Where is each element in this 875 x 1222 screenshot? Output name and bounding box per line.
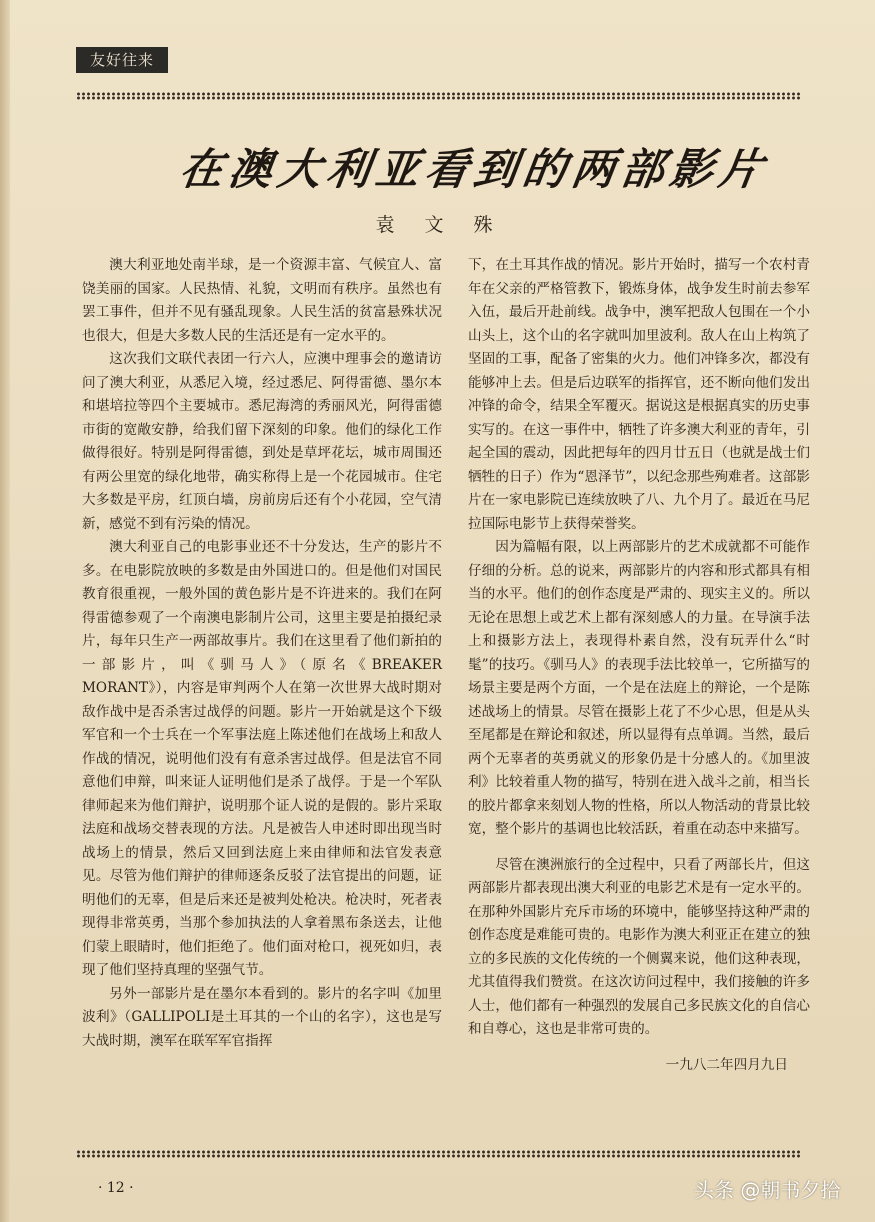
article-title: 在澳大利亚看到的两部影片 (176, 145, 772, 195)
article-date: 一九八二年四月九日 (665, 1056, 788, 1073)
page-edge (0, 0, 10, 1222)
paragraph: 因为篇幅有限，以上两部影片的艺术成就都不可能作仔细的分析。总的说来，两部影片的内容和形式都具有相当的水平。他们的创作态度是严肃的、现实主义的。所以无论在思想上或艺术上都有深刻感人的力量。在导演手法上和摄影方法上，表现得朴素自然，没有玩弄什么“时髦”的技巧。《驯马人》的表现手法比较单一，它所描写的场景主要是两个方面，一个是在法庭上的辩论，一个是陈述战场上的情景。尽管在摄影上花了不少心思，但是从头至尾都是在辩论和叙述，所以显得有点单调。当然，最后两个无辜者的英勇就义的形象仍是十分感人的。《加里波利》比较着重人物的描写，特别在进入战斗之前，相当长的胶片都拿来刻划人物的性格，所以人物活动的背景比较宽，整个影片的基调也比较活跃，着重在动态中来描写。 (468, 539, 810, 837)
watermark-text: 头条 @朝书夕拾 (694, 1178, 841, 1202)
top-dotted-rule (76, 92, 800, 100)
page-number: · 12 · (98, 1180, 134, 1196)
left-column (82, 254, 442, 1053)
right-column (468, 254, 810, 1077)
paragraph: 尽管在澳洲旅行的全过程中，只看了两部长片，但这两部影片都表现出澳大利亚的电影艺术是有一定水平的。在那种外国影片充斥市场的环境中，能够坚持这种严肃的创作态度是难能可贵的。电影作为澳大利亚正在建立的独立的多民族的文化传统的一个侧翼来说，他们这种表现，尤其值得我们赞赏。在这次访问过程中，我们接触的许多人士，他们都有一种强烈的发展自己多民族文化的自信心和自尊心，这也是非常可贵的。 (468, 856, 810, 1037)
paragraph: 下，在土耳其作战的情况。影片开始时，描写一个农村青年在父亲的严格管教下，锻炼身体，战争发生时前去参军入伍，最后开赴前线。战争中，澳军把敌人包围在一个小山头上，这个山的名字就叫加里波利。敌人在山上构筑了坚固的工事，配备了密集的火力。他们冲锋多次，都没有能够冲上去。但是后边联军的指挥官，还不断向他们发出冲锋的命令，结果全军覆灭。据说这是根据真实的历史事实写的。在这一事件中，牺牲了许多澳大利亚的青年，引起全国的震动，因此把每年的四月廿五日（也就是战士们牺牲的日子）作为“恩泽节”，以纪念那些殉难者。这部影片在一家电影院已连续放映了八、九个月了。最近在马尼拉国际电影节上获得荣誉奖。 (468, 257, 810, 532)
section-tag: 友好往来 (76, 47, 168, 73)
paragraph: 这次我们文联代表团一行六人，应澳中理事会的邀请访问了澳大利亚，从悉尼入境，经过悉尼、阿得雷德、墨尔本和堪培拉等四个主要城市。悉尼海湾的秀丽风光，阿得雷德市街的宽敞安静，给我们留下深刻的印象。他们的绿化工作做得很好。特别是阿得雷德，到处是草坪花坛，城市周围还有两公里宽的绿化地带，确实称得上是一个花园城市。住宅大多数是平房，红顶白墙，房前房后还有个小花园，空气清新，感觉不到有污染的情况。 (82, 351, 442, 532)
paragraph: 澳大利亚自己的电影事业还不十分发达，生产的影片不多。在电影院放映的多数是由外国进口的。但是他们对国民教育很重视，一般外国的黄色影片是不许进来的。我们在阿得雷德参观了一个南澳电影制片公司，这里主要是拍摄纪录片，每年只生产一两部故事片。我们在这里看了他们新拍的一部影片，叫《驯马人》（原名《BREAKER MORANT》），内容是审判两个人在第一次世界大战时期对敌作战中是否杀害过战俘的问题。影片一开始就是这个下级军官和一个士兵在一个军事法庭上陈述他们在战场上和敌人作战的情况，说明他们没有有意杀害过战俘。但是法官不同意他们申辩，叫来证人证明他们是杀了战俘。于是一个军队律师起来为他们辩护，说明那个证人说的是假的。影片采取法庭和战场交替表现的方法。凡是被告人申述时即出现当时战场上的情景，然后又回到法庭上来由律师和法官发表意见。尽管为他们辩护的律师逐条反驳了法官提出的问题，证明他们的无辜，但是后来还是被判处枪决。枪决时，死者表现得非常英勇，当那个参加执法的人拿着黑布条送去，让他们蒙上眼睛时，他们拒绝了。他们面对枪口，视死如归，表现了他们坚持真理的坚强气节。 (82, 539, 442, 978)
paragraph: 澳大利亚地处南半球，是一个资源丰富、气候宜人、富饶美丽的国家。人民热情、礼貌，文明而有秩序。虽然也有罢工事件，但并不见有骚乱现象。人民生活的贫富悬殊状况也很大，但是大多数人民的生活还是有一定水平的。 (82, 257, 442, 344)
bottom-dotted-rule (76, 1150, 800, 1158)
paragraph: 另外一部影片是在墨尔本看到的。影片的名字叫《加里波利》（GALLIPOLI是土耳其的一个山的名字），这也是写大战时期，澳军在联军军官指挥 (82, 985, 442, 1049)
article-author: 袁 文 殊 (375, 214, 505, 236)
